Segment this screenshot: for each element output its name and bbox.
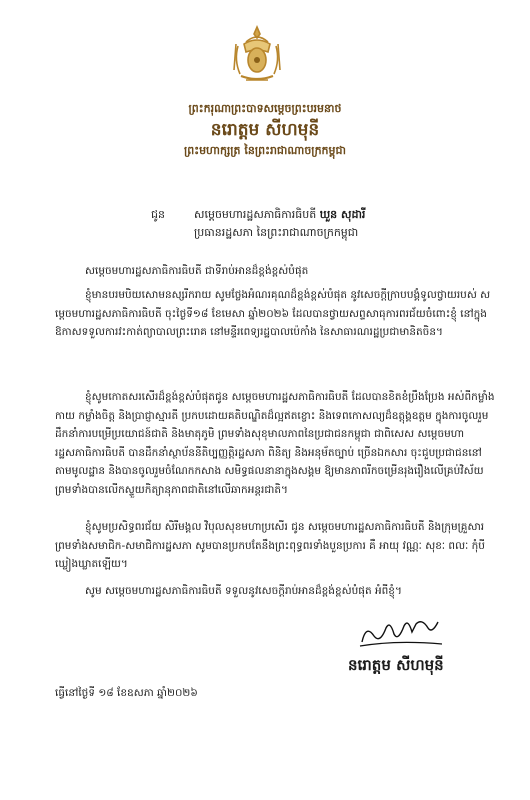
recipient-name-line xyxy=(194,208,365,224)
recipient-title: ប្រធានរដ្ឋសភា នៃព្រះរាជាណាចក្រកម្ពុជា xyxy=(194,226,359,239)
sender-office: ព្រះករុណាព្រះបាទសម្តេចព្រះបរមនាថ xyxy=(188,102,342,115)
recipient-name-prefix: សម្តេចមហារដ្ឋសភាធិការធិបតី xyxy=(194,208,317,221)
recipient-label: ជូន xyxy=(151,208,165,221)
paragraph-closing: សូម សម្តេចមហារដ្ឋសភាធិការធិបតី ទទួលនូវសេចក្តីរាប់អានដ៏ខ្ពង់ខ្ពស់បំផុត អំពីខ្ញុំ។ xyxy=(85,585,402,597)
recipient-name: ឃួន សុដារី xyxy=(319,208,366,221)
royal-coat-of-arms-icon xyxy=(226,24,288,86)
sender-title: ព្រះមហាក្សត្រ នៃព្រះរាជាណាចក្រកម្ពុជា xyxy=(183,144,346,157)
paragraph-thanks: ខ្ញុំមានបរមបិយសោមនស្សរីករាយ សូមថ្លែងអំណរគុណដ៏ខ្ពង់ខ្ពស់បំផុត នូវសេចក្តីក្រាបបង្គំទូលថ្វាយរបស់ សម្តេចមហារដ្ឋសភាធិការធិបតី ចុះថ្ងៃទី១៨ ខែមេសា ឆ្នាំ២០២៦ ដែលបានថ្វាយសព្ទសាធុការពរជ័យចំពោះខ្ញុំ នៅក្នុងឱកាសទទួលការវះកាត់ព្យាបាលព្រះរោគ នៅមន្ទីរពេទ្យរដ្ឋបាលប៉េកាំង នៃសាធារណរដ្ឋប្រជាមានិតចិន។ xyxy=(55,289,491,339)
signer-name: នរោត្តម សីហមុនី xyxy=(348,656,444,674)
sender-name: នរោត្តម សីហមុនី xyxy=(210,120,320,140)
handwritten-signature xyxy=(356,614,446,650)
paragraph-praise: ខ្ញុំសូមកោតសរសើរដ៏ខ្ពង់ខ្ពស់បំផុតជូន សម្តេចមហារដ្ឋសភាធិការធិបតី ដែលបានខិតខំប្រឹងប្រែង អស់ពីកម្លាំងកាយ កម្លាំងចិត្ត និងប្រាជ្ញាស្មារតី ប្រកបដោយគតិបណ្ឌិតដ៏ល្អឥតខ្ចោះ និងទេពកោសល្យដ៏ឧត្តុង្គឧត្តម ក្នុងការចូលរួមដឹកនាំការបម្រើប្រយោជន៍ជាតិ និងមាតុភូមិ ព្រមទាំងសុខុមាលភាពនៃប្រជាជនកម្ពុជា ជាពិសេស សម្តេចមហារដ្ឋសភាធិការធិបតី បានដឹកនាំស្ថាប័ននីតិប្បញ្ញត្តិរដ្ឋសភា ពិនិត្យ និងអនុម័តច្បាប់ ច្រើនឯកសារ ចុះជួបប្រជាជននៅតាមមូលដ្ឋាន និងបានចូលរួមចំណែកកសាង សមិទ្ធផលនានាក្នុងសង្គម ឱ្យមានភាពរីកចម្រើនរុងរឿងលើគ្រប់វិស័យ ព្រមទាំងបានលើកស្ទួយកិត្យានុភាពជាតិនៅលើឆាកអន្តរជាតិ។ xyxy=(55,391,495,496)
salutation: សម្តេចមហារដ្ឋសភាធិការធិបតី ជាទីរាប់អានដ៏ខ្ពង់ខ្ពស់បំផុត xyxy=(85,265,309,277)
paragraph-blessing: ខ្ញុំសូមប្រសិទ្ធពរជ័យ សិរីមង្គល វិបុលសុខមហាប្រសើរ ជូន សម្តេចមហារដ្ឋសភាធិការធិបតី និងក្រុមគ្រួសារ ព្រមទាំងសមាជិក-សមាជិការដ្ឋសភា សូមបានប្រកបតែនឹងព្រះពុទ្ធពរទាំងបួនប្រការ គឺ អាយុ វណ្ណៈ សុខៈ ពលៈ កុំបីឃ្លៀងឃ្លាតឡើយ។ xyxy=(55,521,485,571)
letter-date: ធ្វើនៅថ្ងៃទី ១៨ ខែឧសភា ឆ្នាំ២០២៦ xyxy=(55,687,198,699)
